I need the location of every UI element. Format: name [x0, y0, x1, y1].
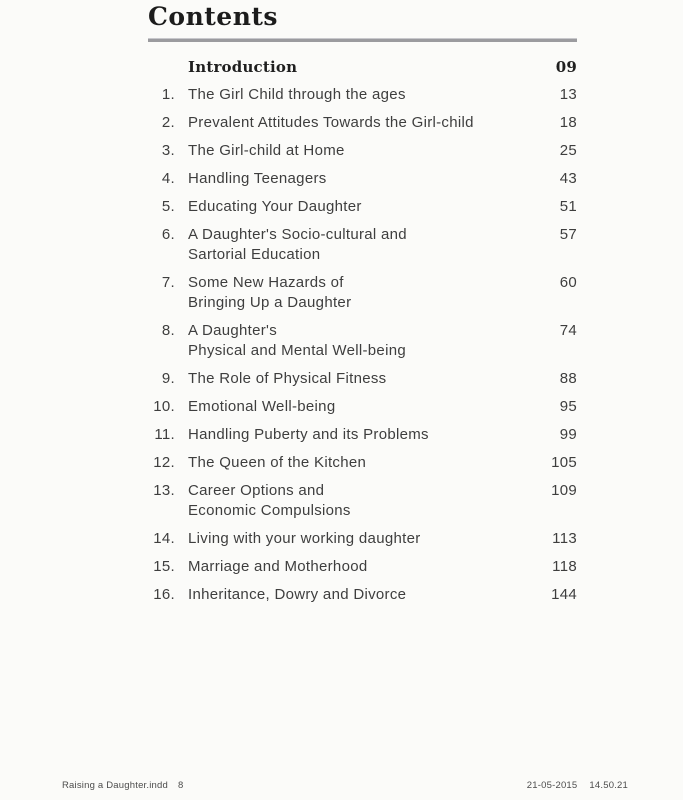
- toc-item-number: 10.: [153, 398, 175, 415]
- toc-item-page: 118: [552, 558, 577, 575]
- toc-list: [148, 57, 577, 605]
- toc-item-title: Inheritance, Dowry and Divorce: [188, 586, 407, 603]
- toc-item-number: 6.: [161, 226, 175, 243]
- toc-intro-label: Introduction: [188, 58, 298, 76]
- toc-item-title: Educating Your Daughter: [188, 198, 362, 215]
- toc-item-page: 109: [551, 482, 577, 499]
- toc-item: [148, 85, 577, 105]
- slug-document-name: Raising a Daughter.indd: [62, 780, 169, 791]
- toc-item-title: Handling Puberty and its Problems: [188, 426, 429, 443]
- toc-item-page: 43: [559, 170, 577, 187]
- toc-item-title: Career Options and Economic Compulsions: [188, 482, 351, 519]
- toc-item-number: 8.: [161, 322, 175, 339]
- toc-intro-row: [148, 57, 577, 77]
- toc-item: [148, 113, 577, 133]
- toc-item-title: The Queen of the Kitchen: [188, 454, 367, 471]
- toc-item-number: 15.: [153, 558, 175, 575]
- toc-item-number: 1.: [161, 86, 175, 103]
- toc-item-page: 57: [559, 226, 577, 243]
- toc-item: [148, 481, 577, 521]
- toc-item: [148, 225, 577, 265]
- toc-item-page: 99: [559, 426, 577, 443]
- toc-item-page: 18: [559, 114, 577, 131]
- toc-item-title: Marriage and Motherhood: [188, 558, 368, 575]
- toc-item-page: 60: [559, 274, 577, 291]
- toc-content: [148, 0, 577, 613]
- toc-item: [148, 169, 577, 189]
- print-slug-left: [62, 780, 184, 791]
- toc-item: [148, 369, 577, 389]
- toc-item-title: Some New Hazards of Bringing Up a Daughter: [188, 274, 352, 311]
- print-slug-right: [527, 780, 628, 791]
- toc-item-title: Prevalent Attitudes Towards the Girl-child: [188, 114, 474, 131]
- toc-item-page: 13: [559, 86, 577, 103]
- toc-item: [148, 557, 577, 577]
- toc-item-title: Living with your working daughter: [188, 530, 421, 547]
- toc-item-number: 9.: [161, 370, 175, 387]
- page-title: Contents: [148, 2, 279, 31]
- toc-item: [148, 397, 577, 417]
- toc-item-title: The Girl Child through the ages: [188, 86, 406, 103]
- slug-time: 14.50.21: [589, 780, 628, 791]
- toc-item-title: Handling Teenagers: [188, 170, 327, 187]
- toc-item-number: 16.: [153, 586, 175, 603]
- toc-item-page: 144: [551, 586, 577, 603]
- toc-item: [148, 585, 577, 605]
- toc-item-number: 12.: [153, 454, 175, 471]
- toc-item: [148, 453, 577, 473]
- toc-item-number: 14.: [153, 530, 175, 547]
- toc-item-number: 11.: [154, 426, 175, 443]
- toc-item-page: 105: [551, 454, 577, 471]
- toc-intro-page: 09: [555, 58, 577, 76]
- slug-date: 21-05-2015: [526, 780, 578, 791]
- toc-item-page: 113: [552, 530, 577, 547]
- toc-item-title: Emotional Well-being: [188, 398, 336, 415]
- toc-item-number: 2.: [161, 114, 175, 131]
- slug-page-indicator: 8: [178, 780, 184, 791]
- toc-item: [148, 321, 577, 361]
- toc-item-title: The Girl-child at Home: [188, 142, 345, 159]
- toc-item: [148, 141, 577, 161]
- toc-item-page: 74: [559, 322, 577, 339]
- toc-item-page: 51: [559, 198, 577, 215]
- toc-item: [148, 197, 577, 217]
- title-rule: [148, 38, 577, 42]
- toc-item-number: 4.: [161, 170, 175, 187]
- toc-item-title: A Daughter's Physical and Mental Well-being: [188, 322, 406, 359]
- toc-item: [148, 273, 577, 313]
- toc-item-number: 5.: [161, 198, 175, 215]
- toc-item-title: The Role of Physical Fitness: [188, 370, 387, 387]
- toc-item-number: 3.: [161, 142, 175, 159]
- toc-item-title: A Daughter's Socio-cultural and Sartorial Education: [188, 226, 407, 263]
- toc-item-number: 7.: [161, 274, 175, 291]
- toc-item: [148, 425, 577, 445]
- toc-item-number: 13.: [153, 482, 175, 499]
- toc-item-page: 95: [559, 398, 577, 415]
- toc-item-page: 25: [559, 142, 577, 159]
- toc-item-page: 88: [559, 370, 577, 387]
- toc-item: [148, 529, 577, 549]
